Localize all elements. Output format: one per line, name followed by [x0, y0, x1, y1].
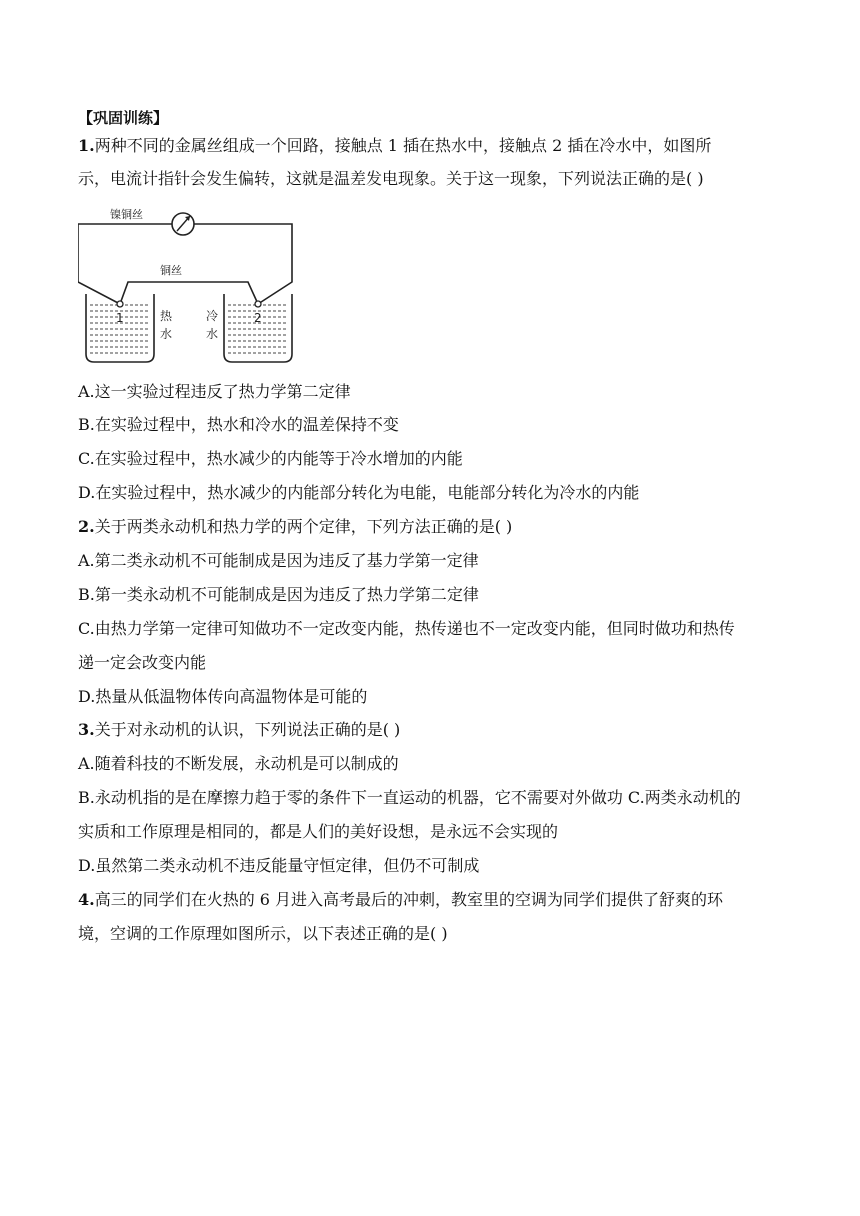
cold-water-label-1: 冷 [206, 309, 219, 323]
question-1-option-c: C.在实验过程中，热水减少的内能等于冷水增加的内能 [78, 449, 463, 468]
question-1-option-a: A.这一实验过程违反了热力学第二定律 [78, 382, 351, 401]
copper-wire [120, 282, 258, 304]
question-2-number: 2. [78, 517, 95, 536]
question-1-stem-line-2: 示，电流计指针会发生偏转，这就是温差发电现象。关于这一现象，下列说法正确的是( ) [78, 169, 704, 188]
question-3-option-a: A.随着科技的不断发展，永动机是可以制成的 [78, 754, 399, 773]
question-4-number: 4. [78, 890, 95, 909]
hot-water-label-2: 水 [160, 327, 173, 341]
junction-2-dot [255, 301, 261, 307]
question-2-stem-text: 关于两类永动机和热力学的两个定律，下列方法正确的是( ) [94, 517, 513, 536]
question-3-option-c-line-2: 实质和工作原理是相同的，都是人们的美好设想，是永远不会实现的 [78, 822, 559, 841]
junction-2-label: 2 [254, 311, 262, 325]
question-3-option-b: B.永动机指的是在摩擦力趋于零的条件下一直运动的机器，它不需要对外做功 C.两类永动机的 [78, 788, 741, 807]
question-4-stem-text-1: 高三的同学们在火热的 6 月进入高考最后的冲刺，教室里的空调为同学们提供了舒爽的环 [94, 890, 724, 909]
question-1-option-d: D.在实验过程中，热水减少的内能部分转化为电能，电能部分转化为冷水的内能 [78, 483, 640, 502]
nichrome-wire [78, 224, 292, 304]
question-3-stem-text: 关于对永动机的认识，下列说法正确的是( ) [94, 720, 401, 739]
copper-wire-label: 铜丝 [160, 264, 182, 277]
question-1-stem-text-1: 两种不同的金属丝组成一个回路，接触点 1 插在热水中，接触点 2 插在冷水中，如图所 [94, 136, 712, 155]
question-3-number: 3. [78, 720, 95, 739]
question-4-stem-line-1 [78, 890, 778, 910]
junction-1-dot [117, 301, 123, 307]
question-2-option-d: D.热量从低温物体传向高温物体是可能的 [78, 687, 368, 706]
nichrome-wire-label: 镍铜丝 [110, 208, 143, 221]
question-1-number: 1. [78, 136, 95, 155]
question-2-option-c-line-1: C.由热力学第一定律可知做功不一定改变内能，热传递也不一定改变内能，但同时做功和热传 [78, 619, 735, 638]
question-2-stem [78, 517, 778, 537]
cold-water-label-2: 水 [206, 327, 219, 341]
question-4-stem-line-2: 境，空调的工作原理如图所示，以下表述正确的是( ) [78, 924, 448, 943]
section-title: 【巩固训练】 [78, 109, 169, 127]
hot-water-label-1: 热 [160, 309, 173, 323]
question-2-option-a: A.第二类永动机不可能制成是因为违反了基力学第一定律 [78, 551, 479, 570]
question-3-option-d: D.虽然第二类永动机不违反能量守恒定律，但仍不可制成 [78, 856, 480, 875]
question-1-stem-line-1 [78, 136, 778, 156]
question-2-option-c-line-2: 递一定会改变内能 [78, 653, 207, 672]
question-2-option-b: B.第一类永动机不可能制成是因为违反了热力学第二定律 [78, 585, 479, 604]
question-1-option-b: B.在实验过程中，热水和冷水的温差保持不变 [78, 415, 399, 434]
thermocouple-diagram [78, 204, 298, 366]
question-3-stem [78, 720, 778, 740]
junction-1-label: 1 [116, 311, 124, 325]
